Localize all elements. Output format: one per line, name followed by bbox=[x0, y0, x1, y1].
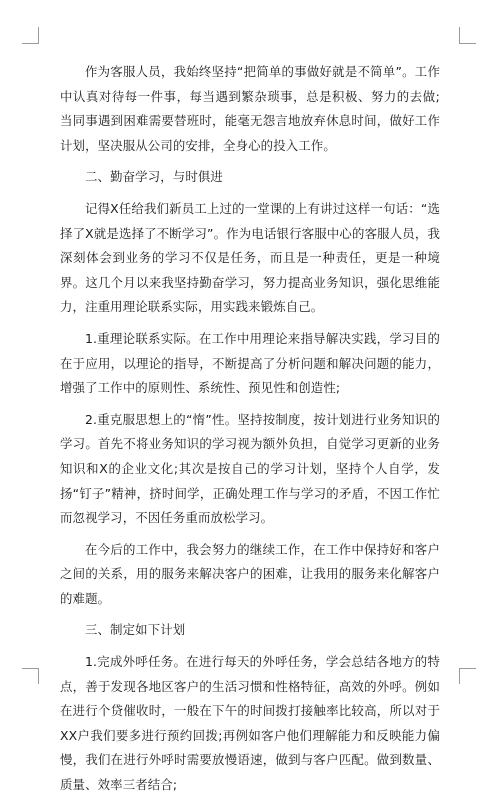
crop-mark-top-right-vertical bbox=[459, 27, 460, 43]
section-heading: 三、制定如下计划 bbox=[85, 622, 186, 638]
document-body bbox=[60, 60, 440, 805]
section-heading: 二、勤奋学习，与时俱进 bbox=[85, 169, 223, 185]
paragraph: 1.重理论联系实际。在工作中用理论来指导解决实践，学习目的在于应用，以理论的指导，不断提高了分析问题和解决问题的能力，增强了工作中的原则性、系统性、预见性和创造性; bbox=[60, 330, 440, 396]
crop-mark-top-left-vertical bbox=[38, 27, 39, 43]
crop-mark-bottom-left-horizontal bbox=[22, 668, 39, 669]
paragraph: 2.重克服思想上的“惰”性。坚持按制度，按计划进行业务知识的学习。首先不将业务知识的学习视为额外负担，自觉学习更新的业务知识和X的企业文化;其次是按自己的学习计划，坚持个人自学，发扬“钉子”精神，挤时间学，正确处理工作与学习的矛盾，不因工作忙而忽视学习，不因任务重而放松学习。 bbox=[60, 411, 440, 526]
crop-mark-bottom-right-vertical bbox=[459, 668, 460, 684]
crop-mark-bottom-right-horizontal bbox=[459, 668, 476, 669]
paragraph: 在今后的工作中，我会努力的继续工作，在工作中保持好和客户之间的关系，用的服务来解决客户的困难，让我用的服务来化解客户的难题。 bbox=[60, 541, 440, 606]
paragraph: 记得X任给我们新员工上过的一堂课的上有讲过这样一句话：“选择了X就是选择了不断学习”。作为电话银行客服中心的客服人员，我深刻体会到业务的学习不仅是任务，而且是一种责任，更是一种境界。这几个月以来我坚持勤奋学习，努力提高业务知识，强化思维能力，注重用理论联系实际，用实践来锻炼自己。 bbox=[60, 200, 440, 315]
crop-mark-top-right-horizontal bbox=[459, 43, 476, 44]
crop-mark-top-left-horizontal bbox=[22, 43, 39, 44]
crop-mark-bottom-left-vertical bbox=[38, 668, 39, 684]
paragraph: 作为客服人员，我始终坚持“把简单的事做好就是不简单”。工作中认真对待每一件事，每当遇到繁杂琐事，总是积极、努力的去做;当同事遇到困难需要替班时，能毫无怨言地放弃休息时间，做好工作计划，坚决服从公司的安排，全身心的投入工作。 bbox=[60, 64, 440, 153]
paragraph: 1.完成外呼任务。在进行每天的外呼任务，学会总结各地方的特点，善于发现各地区客户的生活习惯和性格特征，高效的外呼。例如在进行个贷催收时，一般在下午的时间拨打接触率比较高，所以对于XX户我们要多进行预约回拨;再例如客户他们理解能力和反映能力偏慢，我们在进行外呼时需要放慢语速，做到与客户匹配。做到数量、质量、效率三者结合; bbox=[60, 654, 440, 793]
